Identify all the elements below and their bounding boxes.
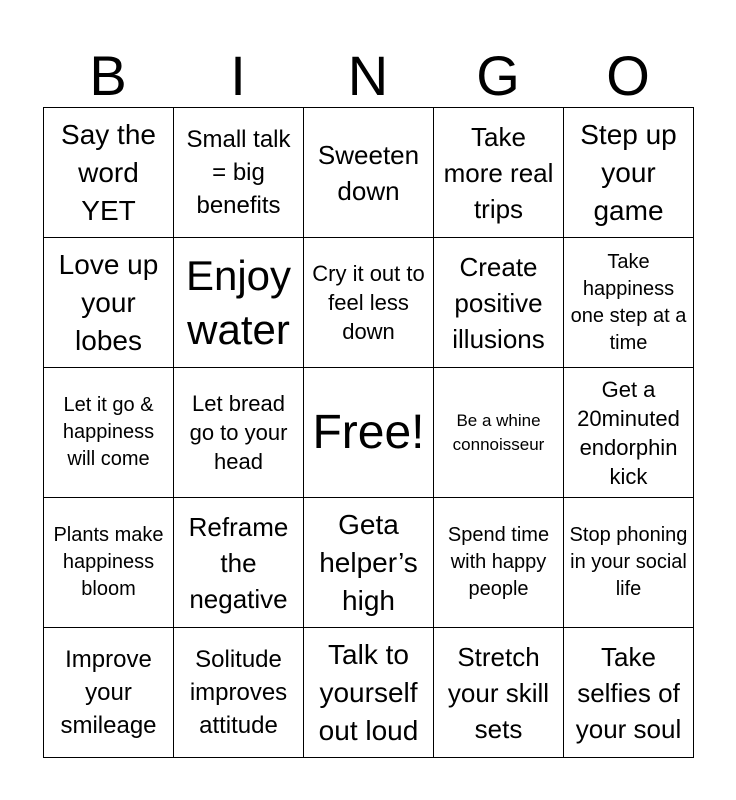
bingo-cell[interactable]: [434, 108, 564, 238]
bingo-cell[interactable]: [174, 628, 304, 758]
header-letter-n: N: [347, 44, 389, 107]
bingo-cell[interactable]: [564, 108, 694, 238]
bingo-cell[interactable]: [44, 368, 174, 498]
cell-text: Create positive illusions: [452, 251, 545, 354]
bingo-cell[interactable]: [434, 628, 564, 758]
header-letter-i: I: [230, 44, 246, 107]
cell-text: Geta helper’s high: [319, 508, 418, 616]
bingo-cell[interactable]: [434, 368, 564, 498]
cell-text: Improve your smileage: [60, 646, 157, 739]
cell-text: Plants make happiness bloom: [53, 524, 164, 600]
cell-text: Love up your lobes: [58, 248, 159, 356]
bingo-cell[interactable]: [174, 368, 304, 498]
cell-text: Let it go & happiness will come: [62, 394, 155, 470]
cell-text: Solitude improves attitude: [189, 646, 288, 739]
bingo-cell[interactable]: [564, 368, 694, 498]
cell-text: Cry it out to feel less down: [312, 261, 425, 344]
bingo-cell[interactable]: [434, 498, 564, 628]
cell-text: Step up your game: [580, 118, 677, 226]
bingo-cell[interactable]: [44, 238, 174, 368]
bingo-cell[interactable]: [434, 238, 564, 368]
cell-text: Small talk = big benefits: [186, 126, 291, 219]
bingo-cell[interactable]: [564, 238, 694, 368]
bingo-cell[interactable]: [304, 108, 434, 238]
bingo-cell[interactable]: [564, 498, 694, 628]
bingo-cell[interactable]: [174, 108, 304, 238]
cell-text: Reframe the negative: [188, 511, 289, 614]
cell-text: Talk to yourself out loud: [318, 638, 419, 746]
bingo-header: [43, 44, 693, 108]
header-letter-o: O: [606, 44, 650, 107]
cell-text: Stop phoning in your social life: [569, 524, 688, 600]
bingo-cell[interactable]: [304, 238, 434, 368]
cell-text: Take happiness one step at a time: [570, 250, 687, 354]
bingo-cell[interactable]: [44, 628, 174, 758]
bingo-cell[interactable]: [174, 238, 304, 368]
cell-text: Say the word YET: [61, 118, 156, 226]
bingo-cell[interactable]: [564, 628, 694, 758]
bingo-cell[interactable]: [44, 108, 174, 238]
cell-text: Enjoy water: [185, 251, 292, 353]
bingo-cell[interactable]: [304, 498, 434, 628]
free-space-cell[interactable]: [304, 368, 434, 498]
cell-text: Take selfies of your soul: [575, 641, 682, 744]
free-space-text: Free!: [312, 405, 425, 459]
bingo-cell[interactable]: [44, 498, 174, 628]
bingo-card-grid: [43, 107, 694, 758]
cell-text: Take more real trips: [443, 121, 554, 224]
cell-text: Sweeten down: [317, 139, 420, 206]
cell-text: Get a 20minuted endorphin kick: [577, 376, 680, 489]
bingo-cell[interactable]: [304, 628, 434, 758]
bingo-cell[interactable]: [174, 498, 304, 628]
cell-text: Spend time with happy people: [447, 524, 550, 600]
cell-text: Be a whine connoisseur: [452, 410, 545, 454]
cell-text: Stretch your skill sets: [447, 641, 550, 744]
cell-text: Let bread go to your head: [189, 391, 288, 474]
header-letter-b: B: [89, 44, 127, 107]
header-letter-g: G: [476, 44, 520, 107]
